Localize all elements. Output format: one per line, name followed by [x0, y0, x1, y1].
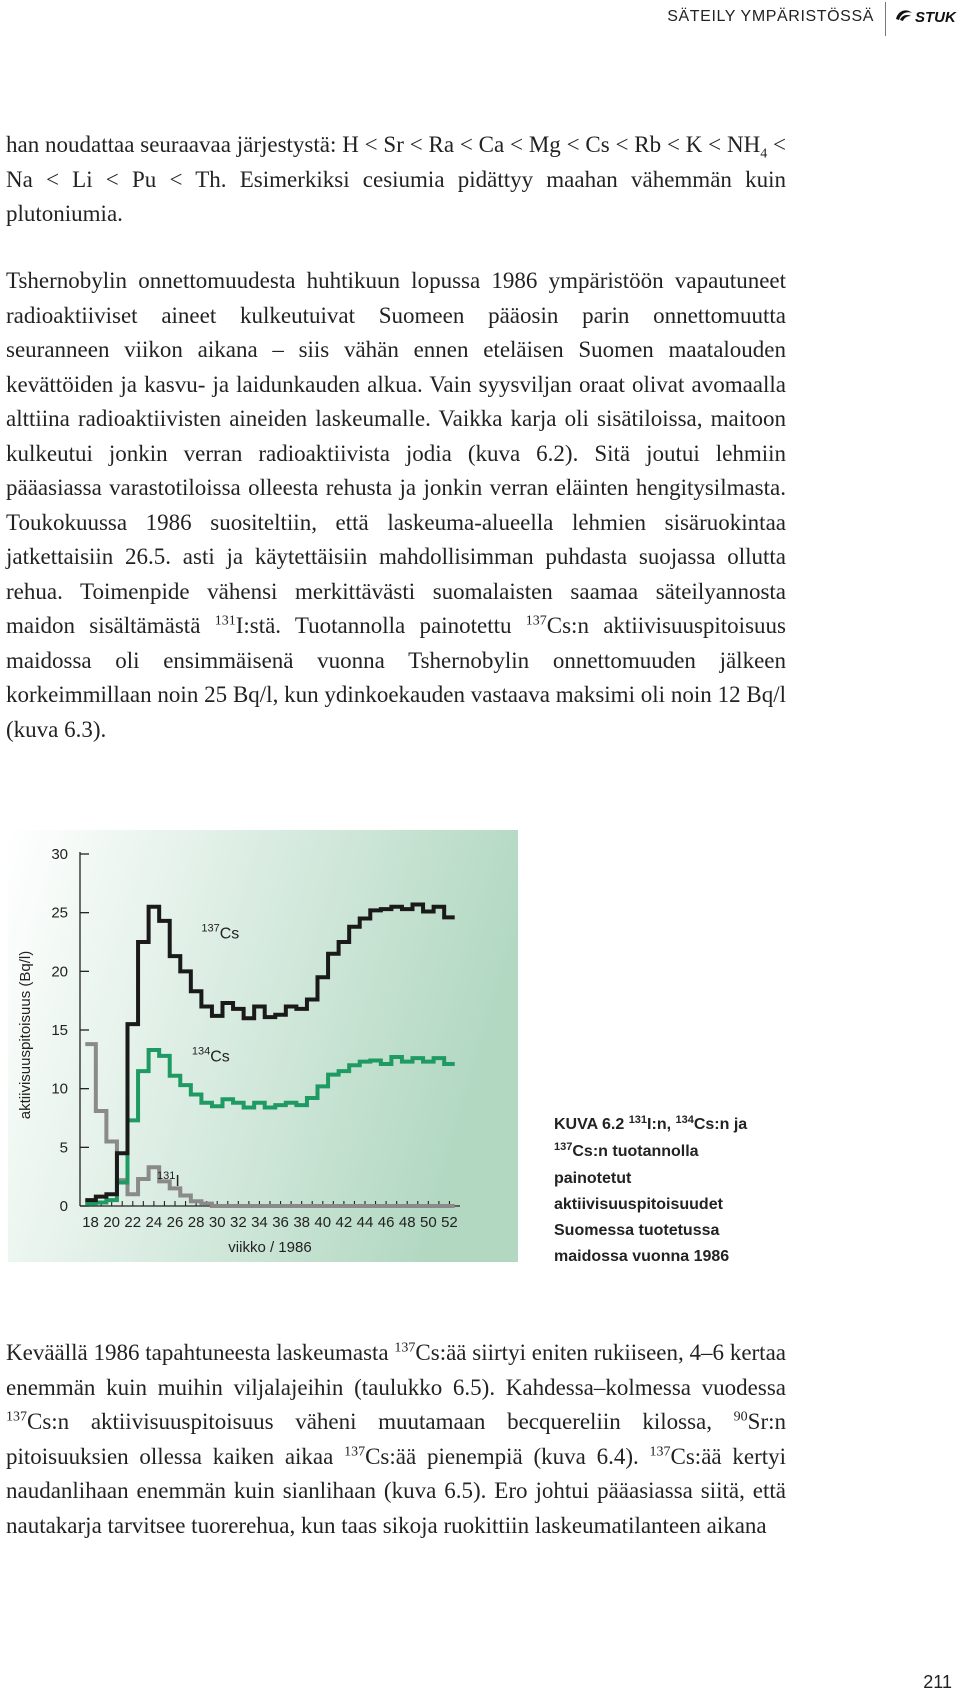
running-header-title: SÄTEILY YMPÄRISTÖSSÄ — [667, 8, 874, 25]
text-run: Cs:n ja — [693, 1116, 748, 1133]
x-tick-label: 40 — [314, 1214, 332, 1231]
stuk-logo-icon — [895, 8, 913, 27]
text-run: 134 — [675, 1114, 694, 1126]
x-tick-label: 38 — [293, 1214, 311, 1231]
x-tick-label: 28 — [187, 1214, 205, 1231]
text-run: 4 — [760, 146, 768, 162]
text-run: 90 — [733, 1409, 748, 1425]
text-run: 137 — [649, 1443, 671, 1459]
x-tick-label: 34 — [251, 1214, 268, 1231]
text-run: 137 — [6, 1409, 27, 1425]
y-tick-label: 30 — [51, 846, 68, 863]
series-label-mass-number: 134 — [191, 1045, 211, 1058]
series-label-element: I — [175, 1173, 180, 1191]
y-tick-label: 10 — [51, 1080, 68, 1098]
text-run: Cs:n aktiivisuuspitoisuus väheni muutamaan becquereliin kilossa, — [27, 1409, 734, 1434]
text-run: 137 — [554, 1141, 573, 1153]
series-label-element: Cs — [219, 925, 240, 943]
text-run: 137 — [394, 1340, 416, 1356]
text-run: 131 — [628, 1114, 648, 1126]
text-run: Keväällä 1986 tapahtuneesta laskeumasta — [6, 1340, 395, 1365]
text-run: < Na < Li < Pu < Th. Esimerkiksi cesiumia pidättyy maahan vähemmän kuin plutoniumia. — [6, 132, 786, 226]
figure-caption — [554, 1112, 759, 1270]
x-tick-label: 26 — [166, 1214, 184, 1231]
paragraph-2 — [6, 264, 786, 747]
x-tick-label: 22 — [124, 1214, 142, 1231]
text-run: 137 — [525, 613, 547, 629]
text-run: 137 — [344, 1443, 366, 1459]
x-tick-label: 44 — [356, 1214, 374, 1231]
text-run: I:stä. Tuotannolla painotettu — [235, 613, 526, 638]
y-tick-label: 15 — [51, 1022, 68, 1039]
x-tick-label: 36 — [272, 1214, 289, 1231]
chart-background — [8, 830, 518, 1262]
x-tick-label: 50 — [419, 1214, 437, 1231]
milk-activity-chart — [8, 830, 518, 1262]
paragraph-1 — [6, 128, 786, 232]
text-run: Tshernobylin onnettomuudesta huhtikuun lopussa 1986 ympäristöön vapautuneet radioaktiiviset aineet kulkeutuivat Suomeen pääosin parin onnettomuutta seuranneen viikon aikana – siis vähän ennen eteläisen Suomen maatalouden kevättöiden ja kasvu- ja laidunkauden alkua. Vain syysviljan oraat olivat avomaalla alttiina radioaktiivisten aineiden laskeumalle. Vaikka karja oli sisätiloissa, maitoon kulkeutui jonkin verran radioaktiivista jodia (kuva 6.2). Sitä joutui lehmiin pääasiassa varastotiloissa olleesta rehusta ja jonkin verran eläinten hengitysilmasta. Toukokuussa 1986 suositeltiin, että laskeuma-alueella lehmien sisäruokintaa jatkettaisiin 26.5. asti ja käytettäisiin mahdollisimman puhdasta suojassa ollutta rehua. Toimenpide vähensi merkittävästi suomalaisten saamaa säteilyannosta maidon sisältämästä — [6, 268, 786, 638]
figure-panel — [8, 830, 518, 1262]
text-run: KUVA 6.2 — [554, 1116, 629, 1133]
text-run: 131 — [214, 613, 236, 629]
series-label-mass-number: 131 — [157, 1170, 176, 1183]
stuk-logo-text: STUK — [915, 9, 956, 26]
text-run: Cs:n aktiivisuuspitoisuus maidossa oli ensimmäisenä vuonna Tshernobylin onnettomuuden jälkeen korkeimmillaan noin 25 Bq/l, kun ydinkoekauden vastaava maksimi oli noin 12 Bq/l (kuva 6.3). — [6, 613, 786, 742]
x-tick-label: 48 — [398, 1214, 416, 1231]
paragraph-3 — [6, 1336, 786, 1543]
y-axis-title: aktiivisuuspitoisuus (Bq/l) — [17, 950, 34, 1120]
x-tick-label: 20 — [103, 1214, 121, 1231]
text-run: Cs:ää siirtyi eniten rukiiseen, 4–6 kertaa enemmän kuin muihin viljalajeihin (taulukko 6.5). Kahdessa–kolmessa vuodessa — [6, 1340, 786, 1400]
text-run: Cs:ää pienempiä (kuva 6.4). — [365, 1443, 650, 1469]
text-run: I:n, — [647, 1116, 676, 1133]
y-tick-label: 5 — [59, 1139, 68, 1157]
x-axis-title: viikko / 1986 — [228, 1239, 312, 1256]
y-tick-label: 25 — [51, 904, 68, 922]
series-label-element: Cs — [210, 1048, 230, 1066]
text-run: han noudattaa seuraavaa järjestystä: H < Sr < Ra < Ca < Mg < Cs < Rb < K < NH — [6, 132, 761, 157]
header-divider — [885, 2, 886, 36]
y-tick-label: 0 — [59, 1198, 68, 1215]
x-tick-label: 18 — [82, 1214, 99, 1231]
text-run: Cs:ää kertyi naudanlihaan enemmän kuin sianlihaan (kuva 6.5). Ero johtui pääasiassa siitä, että nautakarja tarvitsee tuorerehua, kun taas sikoja ruokittiin laskeumatilanteen aikana — [6, 1443, 787, 1538]
x-tick-label: 30 — [208, 1214, 226, 1231]
x-tick-label: 32 — [229, 1214, 247, 1231]
x-tick-label: 46 — [377, 1214, 395, 1231]
x-tick-label: 52 — [441, 1214, 458, 1231]
x-tick-label: 24 — [145, 1214, 163, 1231]
stuk-logo — [895, 8, 956, 27]
text-run: Sr:n pitoisuuksien ollessa kaiken aikaa — [6, 1409, 786, 1469]
text-run: Cs:n tuotannolla painotetut aktiivisuuspitoisuudet Suomessa tuotetussa maidossa vuonna 1986 — [554, 1143, 730, 1265]
x-tick-label: 42 — [335, 1214, 353, 1231]
y-tick-label: 20 — [51, 963, 68, 981]
page-number: 211 — [923, 1672, 952, 1692]
series-label-mass-number: 137 — [201, 922, 220, 935]
